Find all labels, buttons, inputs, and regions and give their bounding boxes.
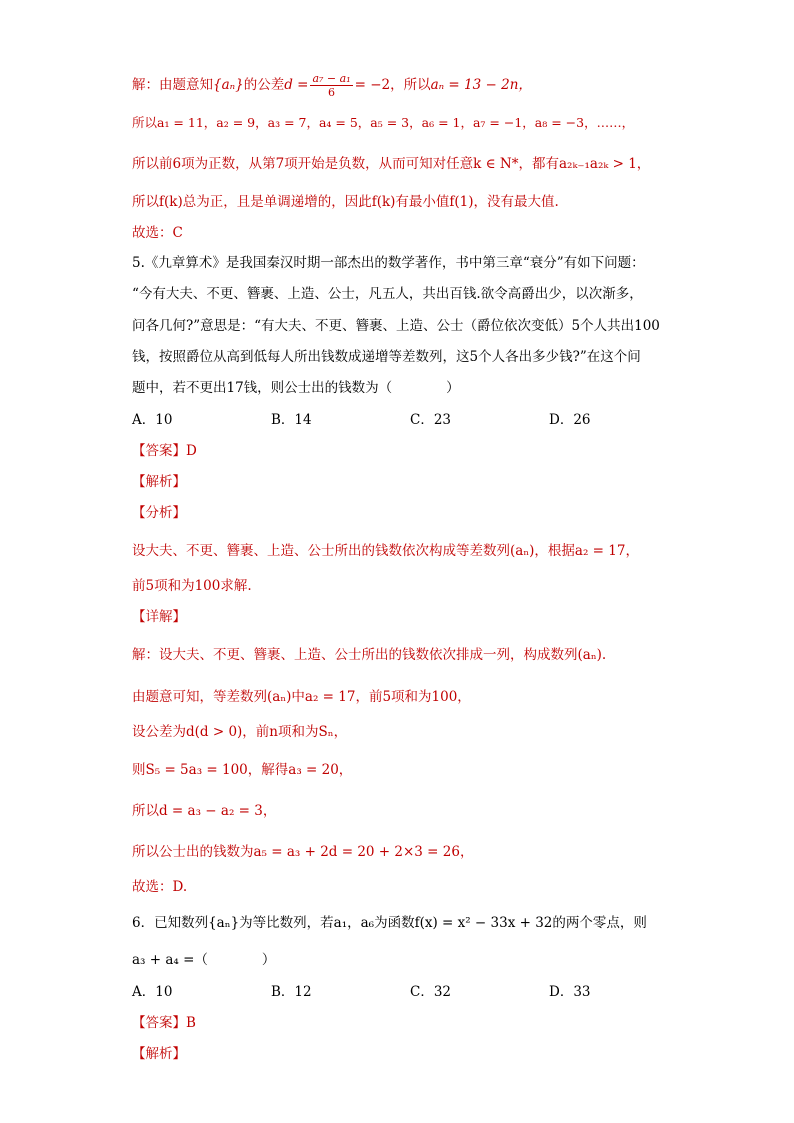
q5-fenxi-line-2: 前5项和为100求解. (132, 578, 252, 594)
q5-stem-line-2: “今有大夫、不更、簪裹、上造、公士，凡五人，共出百钱.欲令高爵出少，以次渐多， (132, 286, 643, 302)
q5-option-d: D．26 (549, 412, 591, 428)
q6-stem-line-2: a₃ + a₄ =（ ） (132, 952, 276, 968)
q5-detail-line-1: 解：设大夫、不更、簪裹、上造、公士所出的钱数依次排成一列，构成数列(aₙ). (132, 647, 607, 663)
math-run: d = (284, 77, 309, 93)
answer-tag: 【答案】 (132, 443, 186, 459)
text-run: 的公差 (243, 77, 285, 93)
q6-answer (132, 1013, 196, 1033)
q6-option-a: A．10 (132, 984, 173, 1000)
math-run: {aₙ} (213, 77, 244, 93)
fraction-denominator: 6 (328, 86, 336, 99)
q5-stem-line-4: 钱，按照爵位从高到低每人所出钱数成递增等差数列，这5个人各出多少钱?”在这个问 (132, 349, 641, 365)
q6-stem-line-1: 6．已知数列{aₙ}为等比数列，若a₁，a₆为函数f(x) = x² − 33x + 32的两个零点，则 (132, 915, 647, 931)
prev-solution-line-2: 所以a₁ = 11，a₂ = 9，a₃ = 7，a₄ = 5，a₅ = 3，a₆ = 1，a₇ = −1，a₈ = −3，……， (132, 115, 635, 130)
answer-value: D (186, 443, 197, 459)
q5-stem-line-3: 问各几何?”意思是：“有大夫、不更、簪裹、上造、公士（爵位依次变低）5个人共出100 (132, 318, 660, 334)
q5-detail-line-5: 所以d = a₃ − a₂ = 3， (132, 803, 277, 819)
prev-solution-line-1 (132, 72, 532, 99)
q5-answer (132, 441, 197, 461)
fraction (310, 72, 352, 99)
fraction-numerator: a₇ − a₁ (312, 72, 351, 85)
q5-option-a: A．10 (132, 412, 173, 428)
q5-option-b: B．14 (271, 412, 312, 428)
answer-value: B (186, 1015, 196, 1031)
prev-solution-line-4: 所以f(k)总为正，且是单调递增的，因此f(k)有最小值f(1)，没有最大值. (132, 194, 559, 210)
q5-options (132, 410, 688, 430)
q5-detail-line-3: 设公差为d(d > 0)，前n项和为Sₙ， (132, 724, 348, 740)
text-run: = −2，所以 (354, 77, 431, 93)
q6-options (132, 982, 688, 1002)
q5-analysis-tag: 【解析】 (132, 474, 186, 490)
q5-detail-line-7: 故选：D. (132, 879, 188, 895)
q5-detail-line-6: 所以公士出的钱数为a₅ = a₃ + 2d = 20 + 2×3 = 26， (132, 844, 474, 860)
q6-option-d: D．33 (549, 984, 591, 1000)
q5-stem-line-5: 题中，若不更出17钱，则公士出的钱数为（ ） (132, 380, 460, 396)
q5-detail-line-4: 则S₅ = 5a₃ = 100，解得a₃ = 20， (132, 762, 353, 778)
q6-option-c: C．32 (410, 984, 452, 1000)
answer-tag: 【答案】 (132, 1015, 186, 1031)
q6-option-b: B．12 (271, 984, 312, 1000)
q5-detail-tag: 【详解】 (132, 609, 186, 625)
q5-fenxi-tag: 【分析】 (132, 505, 186, 521)
prev-solution-choice: 故选：C (132, 225, 183, 241)
q5-option-c: C．23 (410, 412, 452, 428)
q5-fenxi-line-1: 设大夫、不更、簪裹、上造、公士所出的钱数依次构成等差数列(aₙ)，根据a₂ = 17， (132, 543, 639, 559)
q5-stem-line-1: 5.《九章算术》是我国秦汉时期一部杰出的数学著作，书中第三章“衰分”有如下问题： (132, 255, 645, 271)
text-run: 解：由题意知 (132, 77, 213, 93)
prev-solution-line-3: 所以前6项为正数，从第7项开始是负数，从而可知对任意k ∈ N*，都有a₂ₖ₋₁a₂ₖ > 1， (132, 156, 651, 172)
q5-detail-line-2: 由题意可知，等差数列(aₙ)中a₂ = 17，前5项和为100， (132, 689, 471, 705)
q6-analysis-tag: 【解析】 (132, 1046, 186, 1062)
math-run: aₙ = 13 − 2n， (430, 77, 532, 93)
